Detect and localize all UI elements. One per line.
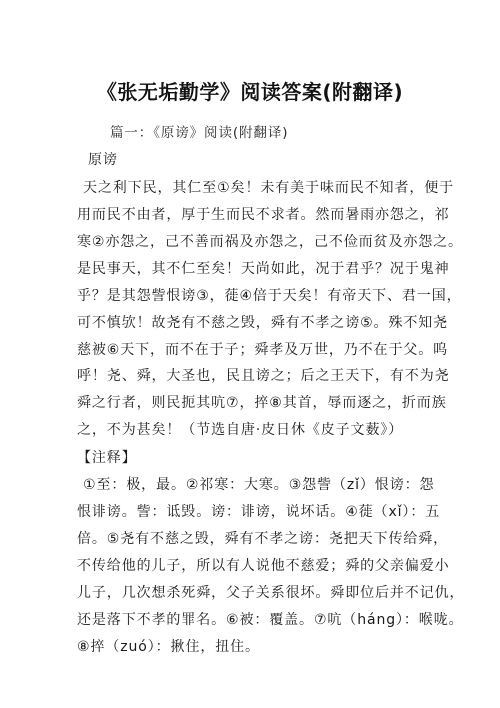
page-title: 《张无垢勤学》阅读答案(附翻译) [96,80,404,104]
original-line: 之，不为甚矣！（节选自唐·皮日休《皮子文薮》） [77,422,404,438]
original-line: 天之利下民，其仁至①矣！未有美于味而民不知者，便于 [83,180,455,196]
original-line: 呼！尧、舜，大圣也，民且谤之；后之王天下，有不为尧 [77,368,450,384]
notes-label: 【注释】 [77,450,137,466]
original-label: 原谤 [88,152,118,168]
original-line: 用而民不由者，厚于生而民不求者。然而暑雨亦怨之，祁 [77,207,450,223]
notes-line: 不传给他的儿子，所以有人说他不慈爱；舜的父亲偏爱小 [77,558,450,574]
original-line: 慈被⑥天下，而不在于子；舜孝及万世，乃不在于父。呜 [77,342,449,358]
original-line: 可不慎欤！故尧有不慈之毁，舜有不孝之谤⑤。殊不知尧 [77,315,449,331]
notes-line: 恨诽谤。訾：诋毁。谤：诽谤，说坏话。④蓰（xǐ）：五 [77,504,441,520]
notes-line: 儿子，几次想杀死舜，父子关系很坏。舜即位后并不记仇， [77,585,465,601]
section-heading: 篇一：《原谤》阅读(附翻译) [110,125,289,141]
original-line: 是民事天，其不仁至矣！天尚如此，况于君乎？况于鬼神 [77,261,450,277]
notes-line: ⑧捽（zuó）：揪住，扭住。 [77,639,260,655]
notes-line: 倍。⑤尧有不慈之毁，舜有不孝之谤：尧把天下传给舜， [77,531,449,547]
notes-line: 还是落下不孝的罪名。⑥被：覆盖。⑦吭（háng）：喉咙。 [77,612,464,628]
original-line: 舜之行者，则民扼其吭⑦，捽⑧其首，辱而逐之，折而族 [77,395,447,411]
original-line: 寒②亦怨之，己不善而祸及亦怨之，己不俭而贫及亦怨之。 [77,234,463,250]
notes-line: ①至：极，最。②祁寒：大寒。③怨訾（zǐ）恨谤：怨 [83,477,435,493]
original-line: 乎？是其怨訾恨谤③，蓰④倍于天矣！有帝天下、君一国， [77,288,462,304]
